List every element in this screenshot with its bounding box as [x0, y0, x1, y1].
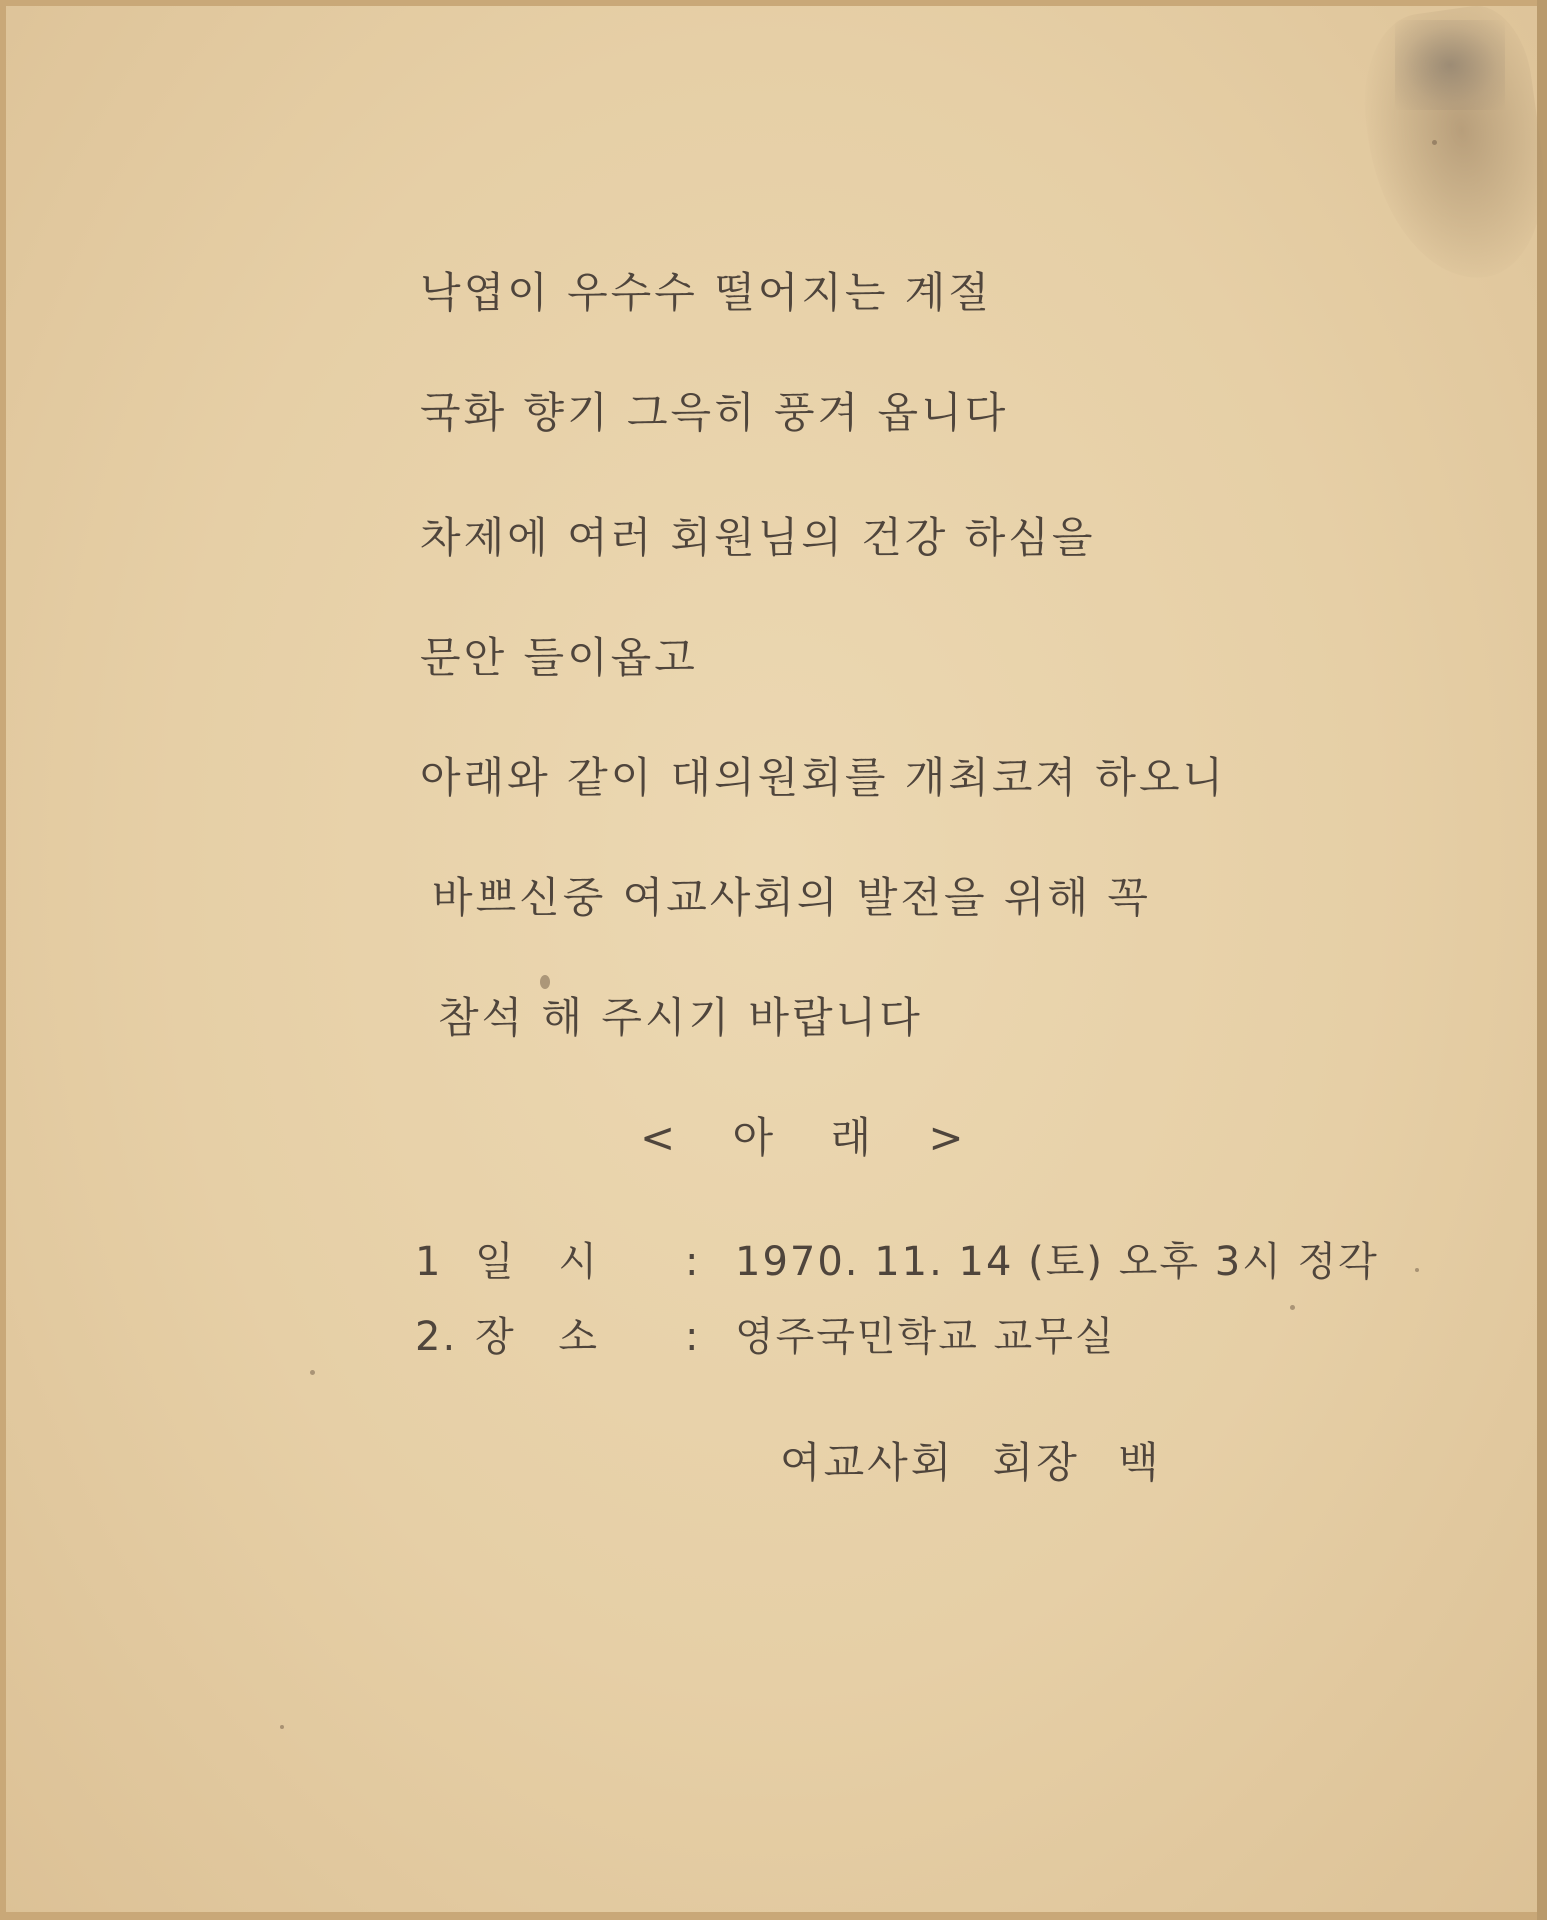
paper-stain-dark [1395, 20, 1505, 110]
letter-line-5: 아래와 같이 대의원회를 개최코져 하오니 [420, 753, 1227, 802]
letter-line-4: 문안 들이옵고 [420, 633, 698, 682]
item-colon: : [685, 1314, 701, 1360]
item-date [415, 1230, 1379, 1287]
page-edge-right [1537, 0, 1547, 1920]
page-edge-top [0, 0, 1547, 6]
letter-line-2: 국화 향기 그윽히 풍겨 옵니다 [420, 388, 1009, 437]
page-edge-left [0, 0, 6, 1920]
page-edge-bottom [0, 1912, 1547, 1920]
letter-line-6: 바쁘신중 여교사회의 발전을 위해 꼭 [432, 873, 1151, 922]
letter-line-3: 차제에 여러 회원님의 건강 하심을 [420, 513, 1096, 562]
item-value: 영주국민학교 교무실 [735, 1314, 1116, 1360]
item-number: 1 [415, 1239, 443, 1285]
item-value: 1970. 11. 14 (토) 오후 3시 정각 [735, 1239, 1379, 1285]
letter-line-7: 참석 해 주시기 바랍니다 [438, 993, 923, 1042]
paper-speck [1415, 1268, 1419, 1272]
paper-speck [280, 1725, 284, 1729]
item-place [415, 1305, 1115, 1362]
item-label: 일 시 [475, 1239, 599, 1285]
paper-speck [310, 1370, 315, 1375]
paper-speck [1290, 1305, 1295, 1310]
item-label: 장 소 [475, 1314, 599, 1360]
signature: 여교사회 회장 백 [780, 1438, 1162, 1487]
item-number: 2. [415, 1314, 458, 1360]
item-colon: : [685, 1239, 701, 1285]
paper-speck [1432, 140, 1437, 145]
notice-heading: < 아 래 > [640, 1113, 967, 1162]
letter-line-1: 낙엽이 우수수 떨어지는 계절 [420, 268, 992, 317]
